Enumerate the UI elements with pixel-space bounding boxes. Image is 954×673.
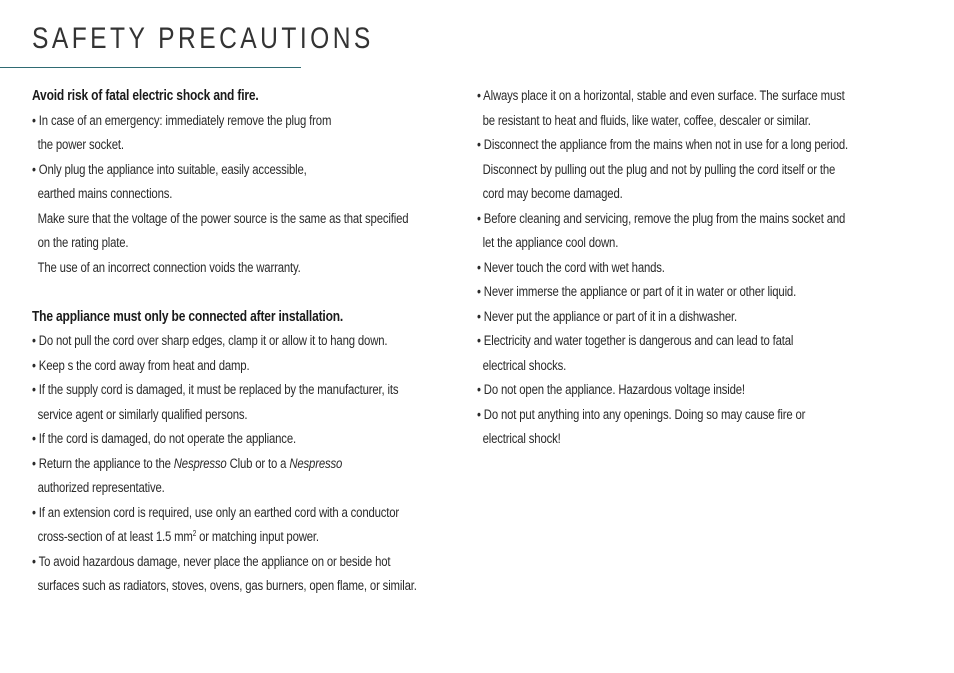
bullet-no-objects-openings-cont: electrical shock! bbox=[482, 431, 561, 447]
bullet-voltage-check-cont: on the rating plate. bbox=[37, 235, 129, 251]
bullet-damaged-cord-replace: • If the supply cord is damaged, it must be replaced by the manufacturer, its bbox=[32, 382, 399, 398]
cross-section-text: cross-section of at least 1.5 mm bbox=[37, 529, 193, 545]
bullet-wet-hands: • Never touch the cord with wet hands. bbox=[477, 259, 665, 276]
bullet-damaged-cord-no-operate: • If the cord is damaged, do not operate the appliance. bbox=[32, 431, 296, 447]
bullet-hot-surfaces: • To avoid hazardous damage, never place the appliance on or beside hot bbox=[32, 553, 391, 570]
bullet-stable-surface-cont: be resistant to heat and fluids, like water, coffee, descaler or similar. bbox=[482, 112, 811, 129]
bullet-disconnect-long-period: • Disconnect the appliance from the mains when not in use for a long period. bbox=[477, 137, 848, 153]
bullet-damaged-cord-replace-cont: service agent or similarly qualified persons. bbox=[37, 406, 248, 423]
squared-superscript: 2 bbox=[192, 529, 197, 538]
bullet-emergency-unplug-cont: the power socket. bbox=[37, 137, 124, 153]
section-heading-fire-shock: Avoid risk of fatal electric shock and fire. bbox=[32, 87, 259, 104]
return-text-b: Club or to a bbox=[226, 455, 290, 472]
left-column bbox=[32, 84, 552, 599]
return-text-a: • Return the appliance to the bbox=[32, 455, 174, 472]
right-column bbox=[477, 84, 954, 452]
input-power-text: or matching input power. bbox=[196, 529, 319, 545]
bullet-heat-damp: • Keep s the cord away from heat and damp. bbox=[32, 357, 250, 374]
bullet-extension-cord: • If an extension cord is required, use only an earthed cord with a conductor bbox=[32, 504, 400, 521]
bullet-suitable-socket-cont: earthed mains connections. bbox=[37, 186, 173, 202]
bullet-voltage-check: Make sure that the voltage of the power source is the same as that specified bbox=[37, 210, 409, 227]
section-spacer bbox=[32, 280, 552, 305]
bullet-no-dishwasher: • Never put the appliance or part of it in a dishwasher. bbox=[477, 308, 737, 325]
bullet-return-appliance-cont: authorized representative. bbox=[37, 480, 165, 496]
bullet-disconnect-long-period-cont2: cord may become damaged. bbox=[482, 186, 623, 202]
bullet-electricity-water-cont: electrical shocks. bbox=[482, 357, 567, 374]
bullet-suitable-socket: • Only plug the appliance into suitable, easily accessible, bbox=[32, 161, 307, 178]
section-heading-installation: The appliance must only be connected after installation. bbox=[32, 307, 344, 325]
bullet-electricity-water: • Electricity and water together is dangerous and can lead to fatal bbox=[477, 333, 794, 349]
bullet-no-immerse: • Never immerse the appliance or part of it in water or other liquid. bbox=[477, 284, 797, 300]
bullet-warranty-note: The use of an incorrect connection voids the warranty. bbox=[37, 259, 301, 276]
bullet-no-objects-openings: • Do not put anything into any openings. Doing so may cause fire or bbox=[477, 406, 806, 423]
bullet-before-cleaning: • Before cleaning and servicing, remove the plug from the mains socket and bbox=[477, 210, 846, 227]
bullet-emergency-unplug: • In case of an emergency: immediately remove the plug from bbox=[32, 112, 332, 129]
brand-name: Nespresso bbox=[173, 455, 227, 472]
bullet-stable-surface: • Always place it on a horizontal, stable and even surface. The surface must bbox=[477, 88, 845, 104]
bullet-before-cleaning-cont: let the appliance cool down. bbox=[482, 235, 619, 251]
bullet-disconnect-long-period-cont: Disconnect by pulling out the plug and not by pulling the cord itself or the bbox=[482, 161, 836, 178]
page-title: SAFETY PRECAUTIONS bbox=[32, 22, 374, 55]
bullet-sharp-edges: • Do not pull the cord over sharp edges, clamp it or allow it to hang down. bbox=[32, 333, 388, 349]
bullet-extension-cord-cont bbox=[32, 525, 448, 550]
bullet-return-appliance bbox=[32, 452, 448, 477]
brand-name: Nespresso bbox=[289, 455, 343, 472]
bullet-hot-surfaces-cont: surfaces such as radiators, stoves, ovens, gas burners, open flame, or similar. bbox=[37, 578, 417, 594]
bullet-do-not-open: • Do not open the appliance. Hazardous voltage inside! bbox=[477, 382, 745, 398]
title-divider bbox=[0, 67, 301, 68]
